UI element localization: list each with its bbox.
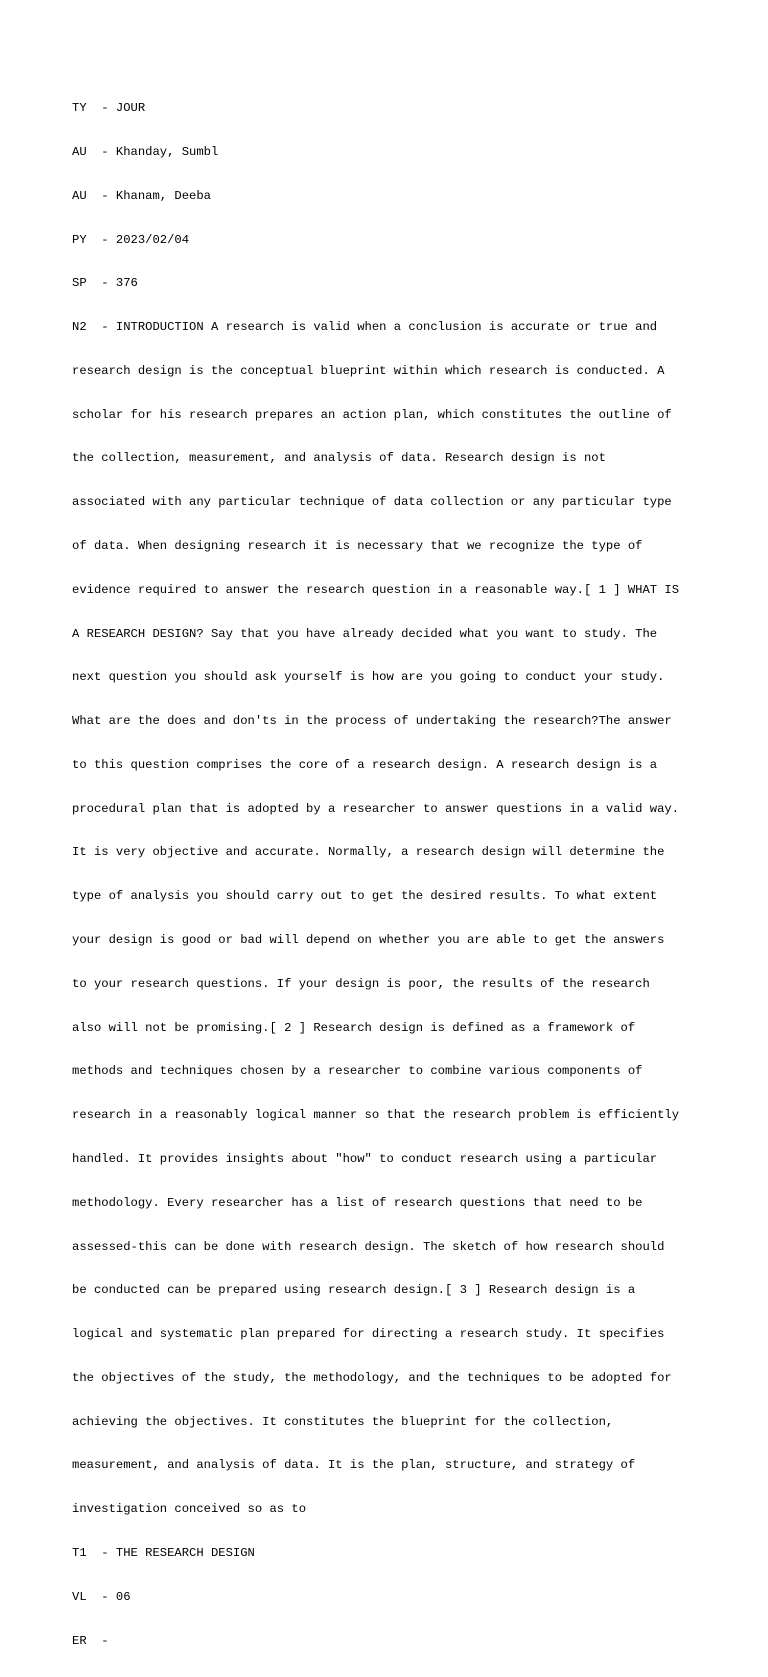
ris-abstract-line: research in a reasonably logical manner so that the research problem is efficiently bbox=[72, 1108, 680, 1123]
ris-abstract-line: evidence required to answer the research question in a reasonable way.[ 1 ] WHAT IS bbox=[72, 582, 680, 597]
ris-abstract-line: of data. When designing research it is necessary that we recognize the type of bbox=[72, 539, 643, 553]
ris-year-line: PY - 2023/02/04 bbox=[72, 232, 190, 247]
ris-abstract-line: methodology. Every researcher has a list of research questions that need to be bbox=[72, 1195, 643, 1210]
ris-title-line: T1 - THE RESEARCH DESIGN bbox=[72, 1545, 255, 1560]
ris-abstract-line: procedural plan that is adopted by a researcher to answer questions in a valid way. bbox=[72, 801, 680, 816]
ris-abstract-line: What are the does and don'ts in the process of undertaking the research?The answer bbox=[72, 714, 672, 729]
ris-abstract-line: logical and systematic plan prepared for directing a research study. It specifies bbox=[72, 1327, 665, 1342]
ris-abstract-line: methods and techniques chosen by a researcher to combine various components of bbox=[72, 1064, 643, 1079]
ris-abstract-line: to your research questions. If your design is poor, the results of the research bbox=[72, 976, 650, 991]
ris-abstract-line: achieving the objectives. It constitutes the blueprint for the collection, bbox=[72, 1414, 614, 1429]
ris-abstract-line: assessed-this can be done with research design. The sketch of how research should bbox=[72, 1239, 665, 1254]
ris-abstract-line: also will not be promising.[ 2 ] Research design is defined as a framework of bbox=[72, 1020, 636, 1035]
ris-type-line: TY - JOUR bbox=[72, 101, 146, 116]
ris-abstract-line: be conducted can be prepared using research design.[ 3 ] Research design is a bbox=[72, 1283, 636, 1298]
ris-author-line: AU - Khanday, Sumbl bbox=[72, 144, 219, 159]
ris-citation-text bbox=[72, 72, 712, 1677]
ris-abstract-line: handled. It provides insights about "how" to conduct research using a particular bbox=[72, 1151, 658, 1166]
ris-abstract-line: your design is good or bad will depend on whether you are able to get the answers bbox=[72, 933, 665, 948]
ris-volume-line: VL - 06 bbox=[72, 1589, 131, 1604]
ris-abstract-line: next question you should ask yourself is how are you going to conduct your study. bbox=[72, 670, 665, 685]
ris-abstract-line: measurement, and analysis of data. It is the plan, structure, and strategy of bbox=[72, 1458, 636, 1473]
ris-abstract-line: A RESEARCH DESIGN? Say that you have already decided what you want to study. The bbox=[72, 626, 658, 641]
ris-abstract-line: the collection, measurement, and analysis of data. Research design is not bbox=[72, 451, 606, 466]
ris-abstract-line: the objectives of the study, the methodology, and the techniques to be adopted for bbox=[72, 1370, 672, 1385]
ris-abstract-line: N2 - INTRODUCTION A research is valid when a conclusion is accurate or true and bbox=[72, 320, 658, 335]
ris-abstract-line: scholar for his research prepares an action plan, which constitutes the outline of bbox=[72, 407, 672, 422]
ris-abstract-line: to this question comprises the core of a research design. A research design is a bbox=[72, 757, 658, 772]
ris-end-record-line: ER - bbox=[72, 1633, 109, 1648]
ris-abstract-line: associated with any particular technique of data collection or any particular type bbox=[72, 495, 672, 510]
ris-abstract-line: type of analysis you should carry out to get the desired results. To what extent bbox=[72, 889, 658, 904]
ris-author-line: AU - Khanam, Deeba bbox=[72, 188, 211, 203]
ris-abstract-line: research design is the conceptual blueprint within which research is conducted. A bbox=[72, 363, 665, 378]
ris-start-page-line: SP - 376 bbox=[72, 276, 138, 291]
ris-abstract-line: investigation conceived so as to bbox=[72, 1502, 307, 1517]
ris-abstract-line: It is very objective and accurate. Normally, a research design will determine the bbox=[72, 845, 665, 860]
